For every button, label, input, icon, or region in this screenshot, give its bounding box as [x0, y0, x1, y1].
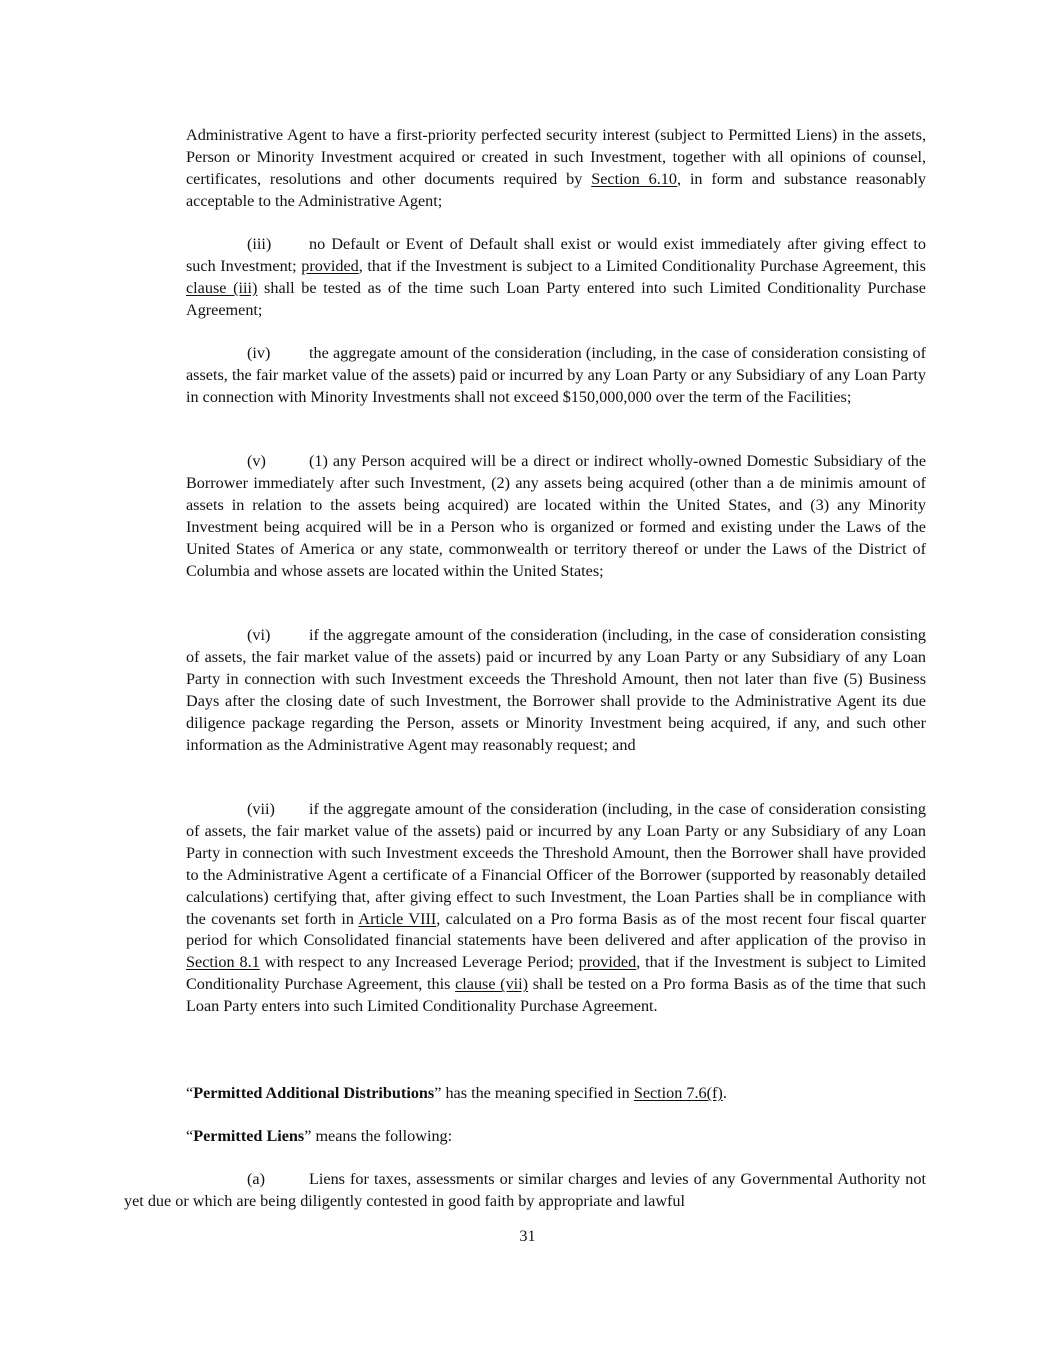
clause-number: (a) [247, 1170, 265, 1188]
clause-iii [186, 234, 926, 322]
clause-reference: clause (iii) [186, 278, 258, 297]
continuation-paragraph [186, 125, 926, 213]
text-run: shall be tested as of the time such Loan Party entered into such Limited Conditionality Purchase Agreement; [186, 278, 926, 319]
text-run: , in form and substance reasonably acceptable to the Administrative Agent; [186, 169, 926, 210]
text-run: Liens for taxes, assessments or similar charges and levies of any Governmental Authority not yet due or which are being diligently contested in good faith by appropriate and lawful [124, 1170, 926, 1210]
text-run: shall be tested on a Pro forma Basis as of the time that such Loan Party enters into such Limited Conditionality Purchase Agreement. [186, 975, 926, 1016]
text-run: . [722, 1084, 727, 1102]
clause-iv [186, 343, 926, 409]
cross-reference-section-8-1: Section 8.1 [186, 953, 260, 972]
text-run: , that if the Investment is subject to Limited Conditionality Purchase Agreement, this [186, 953, 926, 994]
cross-reference-section-6-10: Section 6.10 [591, 169, 677, 188]
text-run: , that if the Investment is subject to a Limited Conditionality Purchase Agreement, this [358, 256, 926, 275]
clause-number: (vii) [247, 800, 275, 818]
text-run: Administrative Agent to have a first-priority perfected security interest (subject to Permitted Liens) in the assets, Person or Minority Investment acquired or created in such Investment, together with all opinions of counsel, certificates, resolutions and other documents required by [186, 126, 926, 188]
clause-reference: clause (vii) [455, 975, 529, 994]
clause-v [186, 451, 926, 582]
quote-mark: ” [304, 1127, 312, 1145]
clause-vi [186, 625, 926, 756]
definition-permitted-liens [186, 1126, 926, 1148]
text-run: means the following: [311, 1127, 453, 1145]
clause-number: (iv) [247, 344, 271, 362]
clause-number: (vi) [247, 626, 271, 644]
definition-permitted-additional-distributions [186, 1083, 926, 1105]
provided-term: provided [301, 256, 359, 275]
cross-reference-section-7-6-f: Section 7.6(f) [633, 1084, 723, 1102]
defined-term: Permitted Liens [193, 1127, 305, 1145]
text-run: no Default or Event of Default shall exist or would exist immediately after giving effect to such Investment; [186, 235, 926, 275]
text-run: (1) any Person acquired will be a direct or indirect wholly-owned Domestic Subsidiary of the Borrower immediately after such Investment, (2) any assets being acquired (other than a de minimis amount of assets in relation to the assets being acquired) are located within the United States, and (3) any Minority Investment being acquired will be in a Person who is organized or formed and existing under the Laws of the United States of America or any state, commonwealth or territory thereof or under the Laws of the District of Columbia and whose assets are located within the United States; [186, 452, 926, 580]
text-run: has the meaning specified in [441, 1084, 634, 1102]
clause-vii [186, 799, 926, 1018]
provided-term: provided [578, 953, 637, 972]
text-run: , calculated on a Pro forma Basis as of the most recent four fiscal quarter period for which Consolidated financial statements have been delivered and after application of the proviso in [186, 909, 926, 950]
clause-a [124, 1169, 926, 1213]
text-run: if the aggregate amount of the consideration (including, in the case of consideration consisting of assets, the fair market value of the assets) paid or incurred by any Loan Party or any Subsidiary of any Loan Party in connection with such Investment exceeds the Threshold Amount, then the Borrower shall have provided to the Administrative Agent a certificate of a Financial Officer of the Borrower (supported by reasonably detailed calculations) certifying that, after giving effect to such Investment, the Loan Parties shall be in compliance with the covenants set forth in [186, 800, 926, 928]
quote-mark: ” [434, 1084, 442, 1102]
text-run: with respect to any Increased Leverage Period; [259, 953, 579, 972]
cross-reference-article-viii: Article VIII [358, 909, 437, 928]
clause-number: (iii) [247, 235, 272, 253]
text-run: the aggregate amount of the consideration (including, in the case of consideration consisting of assets, the fair market value of the assets) paid or incurred by any Loan Party or any Subsidiary of any Loan Party in connection with Minority Investments shall not exceed $150,000,000 over the term of the Facilities; [186, 344, 926, 406]
quote-mark: “ [186, 1084, 194, 1102]
page-number: 31 [519, 1227, 536, 1245]
quote-mark: “ [186, 1127, 194, 1145]
clause-number: (v) [247, 452, 266, 470]
text-run: if the aggregate amount of the consideration (including, in the case of consideration consisting of assets, the fair market value of the assets) paid or incurred by any Loan Party or any Subsidiary of any Loan Party in connection with such Investment exceeds the Threshold Amount, then not later than five (5) Business Days after the closing date of such Investment, the Borrower shall provide to the Administrative Agent its due diligence package regarding the Person, assets or Minority Investment being acquired, if any, and such other information as the Administrative Agent may reasonably request; and [186, 626, 926, 754]
defined-term: Permitted Additional Distributions [193, 1084, 435, 1102]
